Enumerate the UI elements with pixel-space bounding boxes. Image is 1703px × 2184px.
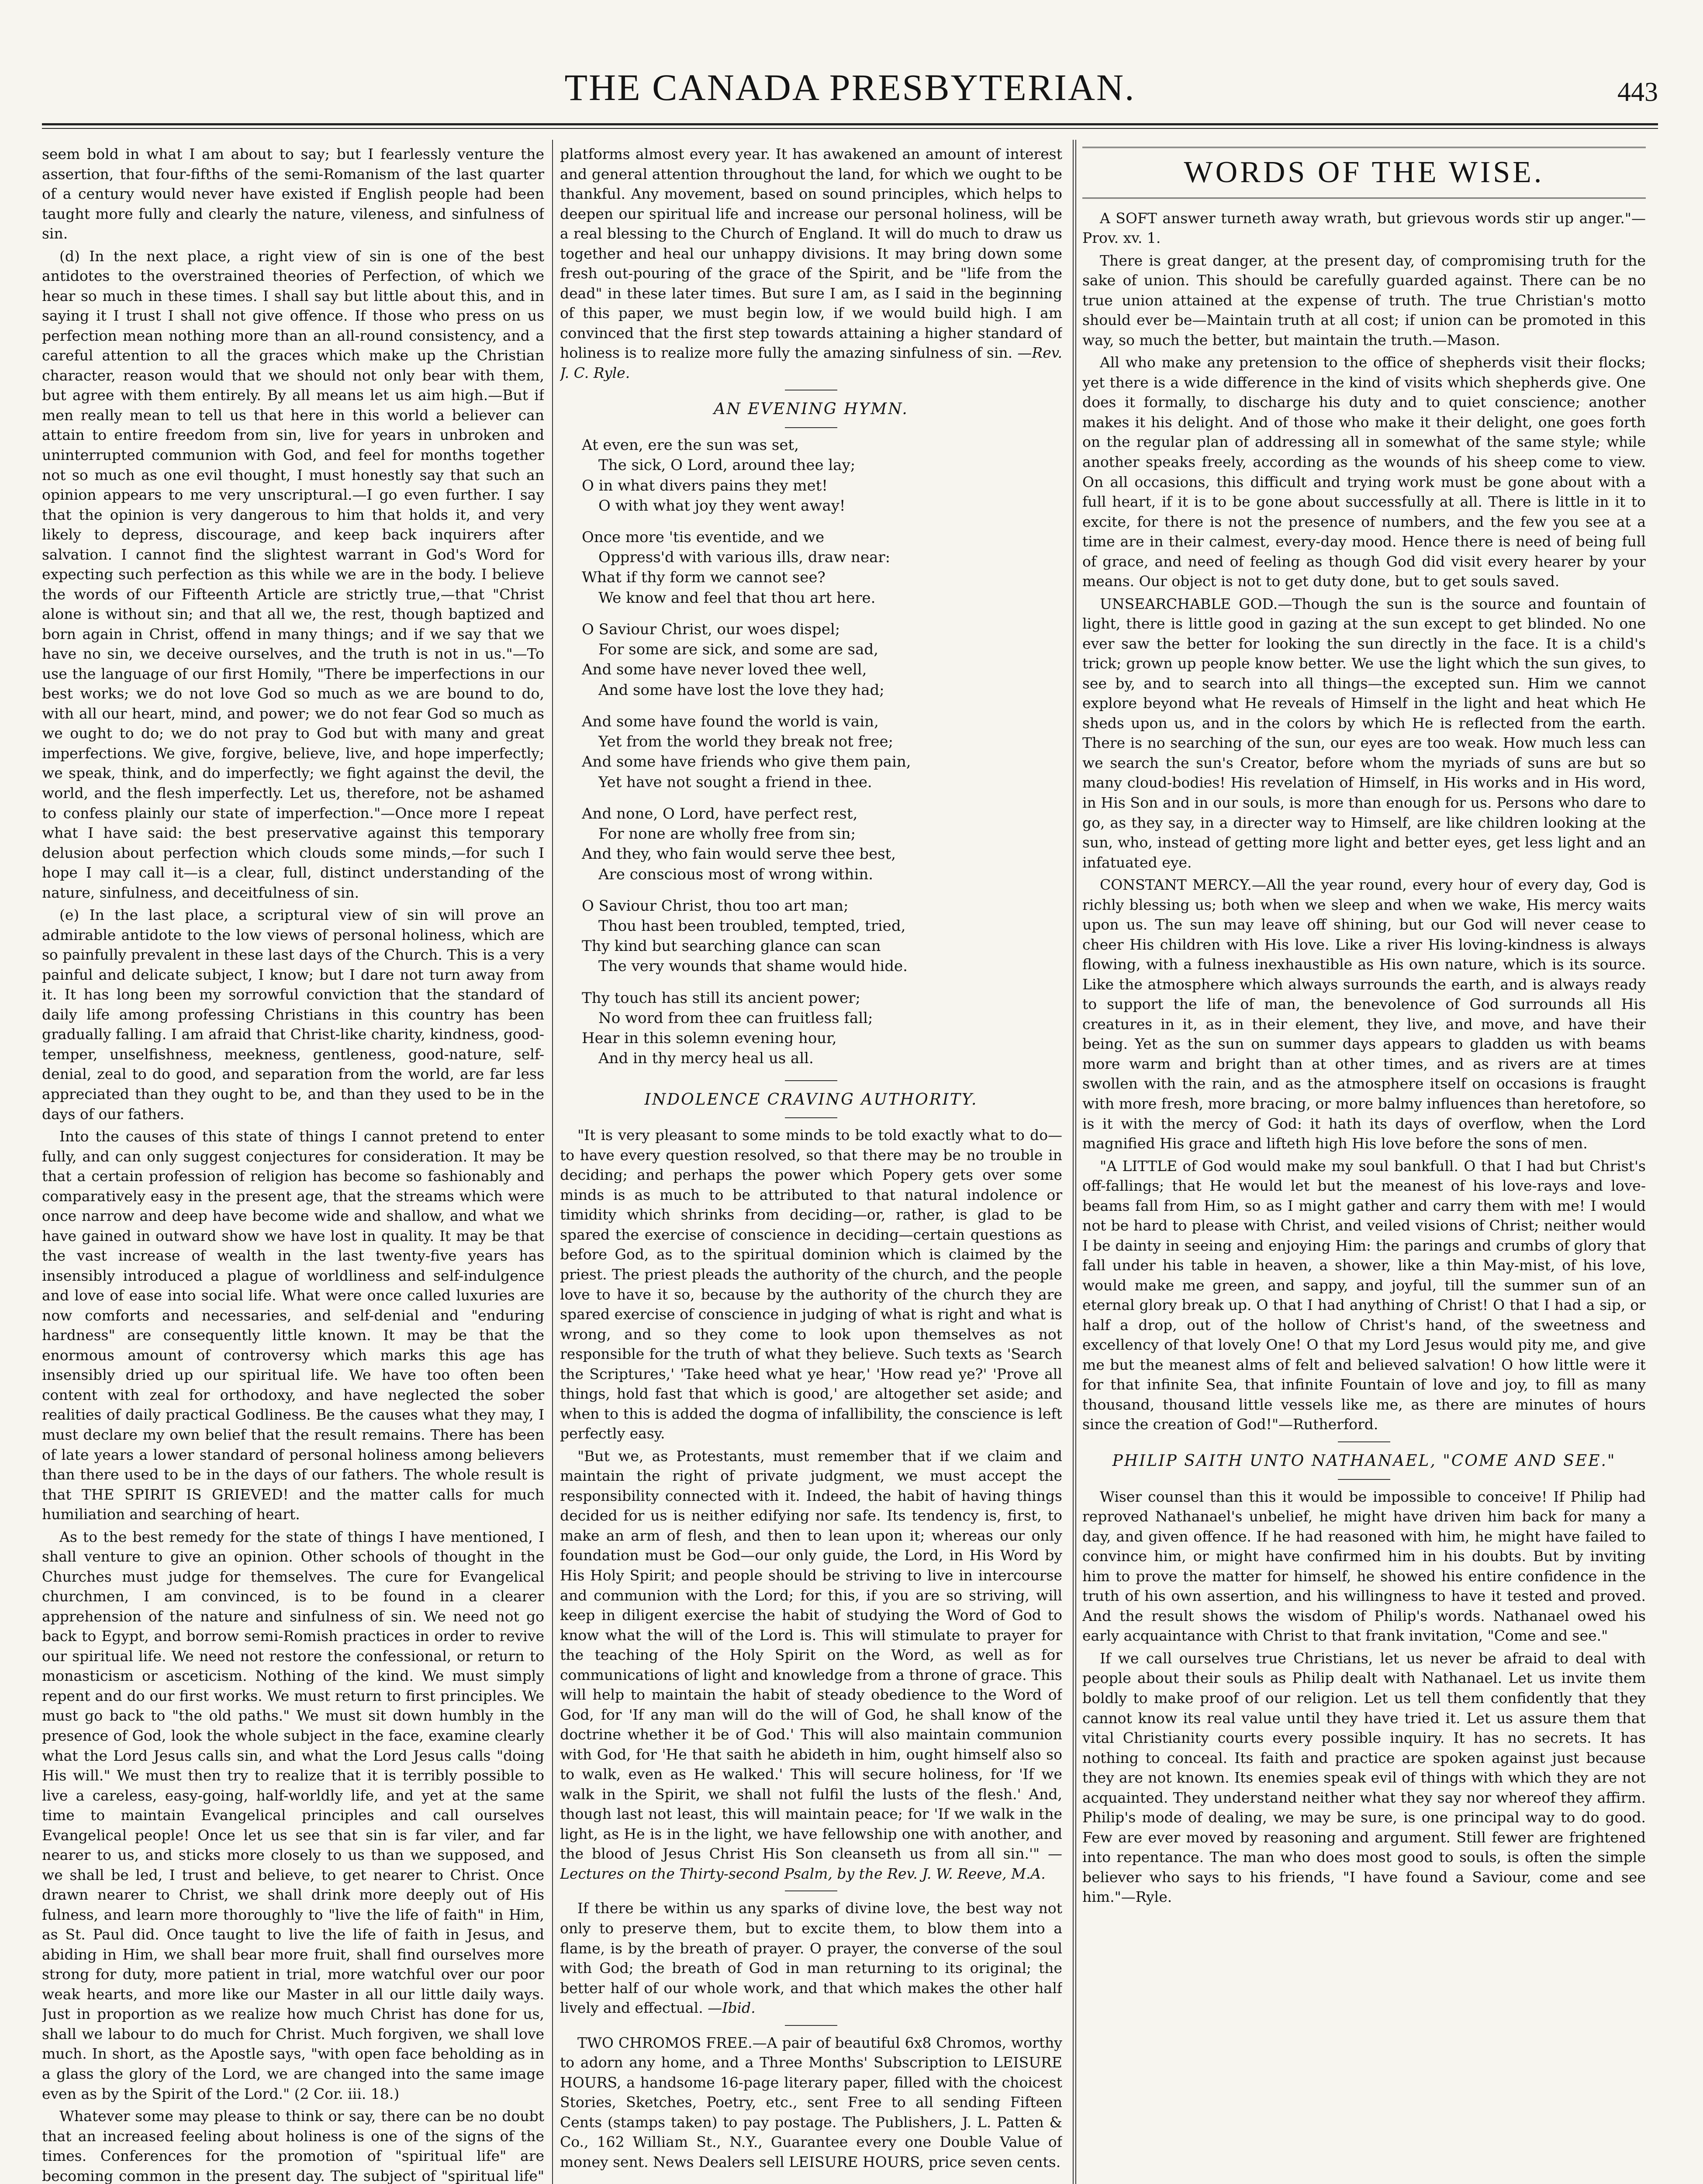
lead-text: platforms almost every year. It has awakened an amount of interest and general attention throughout the land, for which we ought to be thankful. Any movement, based on sound principles, which helps to deepen our spiritual life and increase our personal holiness, will be a real blessing to the Church of England. It will do much to draw us together and heal our unhappy divisions. It may bring down some fresh out-pouring of the grace of the Spirit, and be "life from the dead" in these later times. But sure I am, as I said in the beginning of this paper, we must begin low, if we would build high. I am convinced that the first step towards attaining a higher standard of holiness is to realize more fully the amazing sinfulness of sin. [560,145,1062,362]
article-paragraph: (e) In the last place, a scriptural view of sin will prove an admirable antidote to the low views of personal holiness, which are so painfully prevalent in these last days of the Church. This is a very painful and delicate subject, I know; but I dare not turn away from it. It has long been my sorrowful conviction that the standard of daily life among professing Christians in this country has been gradually falling. I am afraid that Christ-like charity, kindness, good-temper, unselfishness, meekness, gentleness, good-nature, self-denial, zeal to do good, and separation from the world, are far less appreciated than they ought to be, and than they used to be in the days of our fathers. [42,906,544,1123]
verse-line: O in what divers pains they met! [582,477,828,494]
article-paragraph: A SOFT answer turneth away wrath, but grievous words stir up anger."—Prov. xv. 1. [1082,209,1646,247]
verse-line: The sick, O Lord, around thee lay; [598,456,856,474]
section-rule [785,1890,837,1891]
stanza [582,988,1062,1069]
section-rule [785,2025,837,2026]
column-divider [1075,140,1076,2184]
verse-line: And some have never loved thee well, [582,661,867,679]
verse-line: And in thy mercy heal us all. [598,1050,814,1068]
verse-line: And some have found the world is vain, [582,712,879,730]
verse-line: Thou hast been troubled, tempted, tried, [598,917,906,935]
section-title: PHILIP SAITH UNTO NATHANAEL, "COME AND SEE." [1112,1452,1616,1470]
masthead [42,66,1658,118]
column-3 [1082,144,1646,2184]
stanza [582,896,1062,977]
section-rule [785,427,837,428]
article-paragraph: Wiser counsel than this it would be impossible to conceive! If Philip had reproved Nathanael's unbelief, he might have driven him back for many a day, and given offence. If he had reasoned with him, he might have failed to convince him, or might have confirmed him in his doubts. But by inviting him to prove the matter for himself, he showed his entire confidence in the truth of his own assertion, and his willingness to have it tested and proved. And the result shows the wisdom of Philip's words. Nathanael owed his early acquaintance with Christ to that frank invitation, "Come and see." [1082,1488,1646,1645]
section-rule [785,1117,837,1118]
column-divider [1073,140,1074,2184]
masthead-rule [42,123,1658,125]
article-paragraph: All who make any pretension to the office of shepherds visit their flocks; yet there is a wide difference in the kind of visits which shepherds give. One does it formally, to discharge his duty and to quiet conscience; another makes it his delight. And of those who make it their delight, one goes forth on the regular plan of addressing all in somewhat of the same style; while another speaks freely, according as the wounds of his sheep come to view. On all occasions, this difficult and trying work must be gone about with a full heart, if it is to be gone about successfully at all. There is little in it to excite, for there is not the presence of numbers, and the few you see at a time are in their calmest, every-day mood. Hence there is need of being full of grace, and need of feeling as though God did visit every hearer by your means. Our object is not to get duty done, but to get souls saved. [1082,354,1646,590]
article-paragraph: (d) In the next place, a right view of sin is one of the best antidotes to the overstrained theories of Perfection, of which we hear so much in these times. I shall say but little about this, and in saying it I trust I shall not give offence. If those who press on us perfection mean nothing more than an all-round consistency, and a careful attention to all the graces which make up the Christian character, reason would that we should not only bear with them, but agree with them entirely. By all means let us aim high.—But if men really mean to tell us that here in this world a believer can attain to entire freedom from sin, live for years in unbroken and uninterrupted communion with God, and feel for months together not so much as one evil thought, I must honestly say that such an opinion appears to me very unscriptural.—I go even further. I say that the opinion is very dangerous to him that holds it, and very likely to depress, discourage, and keep back inquirers after salvation. I cannot find the slightest warrant in God's Word for expecting such perfection as this while we are in the body. I believe the words of our Fifteenth Article are strictly true,—that "Christ alone is without sin; and that all we, the rest, though baptized and born again in Christ, offend in many things; and if we say that we have no sin, we deceive ourselves, and the truth is not in us."—To use the language of our first Homily, "There be imperfections in our best works; we do not love God so much as we are bound to do, with all our heart, mind, and power; we do not fear God so much as we ought to do; we do not pray to God but with many and great imperfections. We give, forgive, believe, live, and hope imperfectly; we speak, think, and do imperfectly; we fight against the devil, the world, and the flesh imperfectly. Let us, therefore, not be ashamed to confess plainly our state of imperfection."—Once more I repeat what I have said: the best preservative against this temporary delusion about perfection which clouds some minds,—for such I hope I may call it—is a clear, full, distinct understanding of the nature, sinfulness, and deceitfulness of sin. [42,247,544,901]
article-paragraph: UNSEARCHABLE GOD.—Though the sun is the source and fountain of light, there is little good in gazing at the sun except to get blinded. No one ever saw the better for looking the sun directly in the face. It is a child's trick; grown up people know better. We use the light which the sun gives, to see by, and to search into all things—the excepted sun. Him we cannot explore beyond what He reveals of Himself in the light and heat which He sheds upon us, and in the colors by which He is reflected from the earth. There is no searching of the sun, our eyes are too weak. How much less can we search the sun's Creator, before whom the myriads of suns are but so many cloud-bodies! His revelation of Himself, in His works and in His word, in His Son and in our souls, is more than enough for us. Persons who dare to go, as they say, in a directer way to Himself, are like children looking at the sun, who, instead of getting more light and better eyes, get less light and an infatuated eye. [1082,595,1646,871]
article-paragraph [560,1898,1062,2018]
verse-line: Oppress'd with various ills, draw near: [598,549,891,567]
article-paragraph: seem bold in what I am about to say; but I fearlessly venture the assertion, that four-fifths of the semi-Romanism of the last quarter of a century would never have existed if English people had been taught more fully and clearly the nature, vileness, and sinfulness of sin. [42,145,544,242]
section-rule [1338,1479,1390,1480]
verse-line: Thy kind but searching glance can scan [582,937,881,955]
article-paragraph: As to the best remedy for the state of things I have mentioned, I shall venture to give an opinion. Other schools of thought in the Churches must judge for themselves. The cure for Evangelical churchmen, I am convinced, is to be found in a clearer apprehension of the nature and sinfulness of sin. We need not go back to Egypt, and borrow semi-Romish practices in order to revive our spiritual life. We need not restore the confessional, or return to monasticism or asceticism. Nothing of the kind. We must simply repent and do our first works. We must return to first principles. We must go back to "the old paths." We must sit down humbly in the presence of God, look the whole subject in the face, examine clearly what the Lord Jesus calls sin, and what the Lord Jesus calls "doing His will." We must then try to realize that it is terribly possible to live a careless, easy-going, half-worldly life, and yet at the same time to maintain Evangelical principles and call ourselves Evangelical people! Once let us see that sin is far viler, and far nearer to us, and sticks more closely to us than we supposed, and we shall be led, I trust and believe, to get nearer to Christ. Once drawn nearer to Christ, we shall drink more deeply out of His fulness, and learn more thoroughly to "live the life of faith" in Him, as St. Paul did. Once taught to live the life of faith in Jesus, and abiding in Him, we shall bear more fruit, shall find ourselves more strong for duty, more patient in trial, more watchful over our poor weak hearts, and more like our Master in all our little daily ways. Just in proportion as we realize how much Christ has done for us, shall we labour to do much for Christ. Much forgiven, we shall love much. In short, as the Apostle says, "with open face beholding as in a glass the glory of the Lord, we are changed into the same image even as by the Spirit of the Lord." (2 Cor. iii. 18.) [42,1528,544,2102]
masthead-rule-thin [42,128,1658,129]
verse-line: And they, who fain would serve thee best, [582,845,896,863]
article-paragraph: There is great danger, at the present day, of compromising truth for the sake of union. This should be carefully guarded against. There can be no true union attained at the expense of truth. The true Christian's motto should ever be—Maintain truth at all cost; if union can be promoted in this way, so much the better, but maintain the truth.—Mason. [1082,252,1646,349]
verse-line: And some have friends who give them pain, [582,753,911,771]
verse-line: Yet from the world they break not free; [598,733,894,751]
stanza [582,619,1062,700]
stanza [582,435,1062,516]
column-1 [42,144,544,2184]
verse-line: Hear in this solemn evening hour, [582,1030,837,1047]
advertisement-paragraph: TWO CHROMOS FREE.—A pair of beautiful 6x8 Chromos, worthy to adorn any home, and a Three Months' Subscription to LEISURE HOURS, a handsome 16-page literary paper, filled with the choicest Stories, Sketches, Poetry, etc., sent Free to all sending Fifteen Cents (stamps taken) to pay postage. The Publishers, J. L. Patten & Co., 162 William St., N.Y., Guarantee every one Double Value of money sent. News Dealers sell LEISURE HOURS, price seven cents. [560,2034,1062,2170]
verse-line: Thy touch has still its ancient power; [582,989,860,1007]
page-number: 443 [1617,77,1658,107]
verse-line: The very wounds that shame would hide. [598,957,908,975]
attribution: —Lectures on the Thirty-second Psalm, by the Rev. J. W. Reeve, M.A. [560,1845,1062,1882]
article-paragraph: CONSTANT MERCY.—All the year round, every hour of every day, God is richly blessing us; both when we sleep and when we wake, His mercy waits upon us. The sun may leave off shining, but our God will never cease to cheer His children with His love. Like a river His loving-kindness is always flowing, with a fulness inexhaustible as His own nature, which is its source. Like the atmosphere which always surrounds the earth, and is always ready to support the life of man, the benevolence of God surrounds all His creatures in it, as in their element, they live, and move, and have their being. Yet as the sun on summer days appears to gladden us with beams more warm and bright than at other times, and as rivers are at times swollen with the rain, and as the atmosphere itself on occasions is fraught with more fresh, more bracing, or more balmy influences than heretofore, so is it with the mercy of God: it hath its days of overflow, when the Lord magnified His grace and lifteth high His love before the sons of men. [1082,876,1646,1152]
section-title: AN EVENING HYMN. [714,400,908,418]
verse-line: No word from thee can fruitless fall; [598,1009,873,1027]
article-paragraph: Into the causes of this state of things I cannot pretend to enter fully, and can only suggest conjectures for consideration. It may be that a certain profession of religion has become so fashionably and comparatively easy in the present age, that the streams which were once narrow and deep have become wide and shallow, and what we have gained in outward show we have lost in quality. It may be that the vast increase of wealth in the last twenty-five years has insensibly introduced a plague of worldliness and self-indulgence and love of ease into social life. What were once called luxuries are now comforts and necessaries, and self-denial and "enduring hardness" are consequently little known. It may be that the enormous amount of controversy which marks this age has insensibly dried up our spiritual life. We have too often been content with zeal for orthodoxy, and have neglected the sober realities of daily practical Godliness. Be the causes what they may, I must declare my own belief that the result remains. There has been of late years a lower standard of personal holiness among believers than there used to be in the days of our fathers. The whole result is that THE SPIRIT IS GRIEVED! and the matter calls for much humiliation and searching of heart. [42,1128,544,1523]
section-title: INDOLENCE CRAVING AUTHORITY. [644,1090,978,1109]
verse-line: For some are sick, and some are sad, [598,641,878,659]
section-rule [1338,1441,1390,1442]
verse-line: O Saviour Christ, our woes dispel; [582,620,840,638]
paragraph-text: If there be within us any sparks of divine love, the best way not only to preserve them, but to excite them, to blow them into a flame, is by the breath of prayer. O prayer, the converse of the soul with God; the breath of God in man returning to its original; the better half of our whole work, and that which makes the other half lively and effectual. [560,1900,1062,2017]
article-paragraph: "It is very pleasant to some minds to be told exactly what to do—to have every question resolved, so that there may be no trouble in deciding; and perhaps the power which Popery gets over some minds is as much to be attributed to that natural indolence or timidity which shrinks from deciding—or, rather, is glad to be spared the exercise of conscience in deciding—certain questions as before God, as to the spiritual dominion which is claimed by the priest. The priest pleads the authority of the church, and the people love to have it so, because by the authority of the church they are spared exercise of conscience in judging of what is right and what is wrong, and so they come to look upon themselves as not responsible for the truth of what they believe. Such texts as 'Search the Scriptures,' 'Take heed what ye hear,' 'How read ye?' 'Prove all things, hold fast that which is good,' are altogether set aside; and when to this is added the dogma of infallibility, the conscience is left perfectly easy. [560,1127,1062,1442]
verse-line: We know and feel that thou art here. [598,589,876,607]
verse-line: And some have lost the love they had; [598,681,884,699]
article-paragraph [560,144,1062,383]
verse-line: Are conscious most of wrong within. [598,865,874,883]
paragraph-text: "But we, as Protestants, must remember that if we claim and maintain the right of private judgment, we must accept the responsibility connected with it. Indeed, the habit of having things decided for us is neither edifying nor safe. Its tendency is, first, to make an arm of flesh, and then to lean upon it; whereas our only foundation must be God—our only guide, the Lord, in His Word by His Holy Spirit; and people should be striving to live in intercourse and communion with the Lord; for this, if you are so striving, will keep in diligent exercise the habit of studying the Word of God to know what the will of the Lord is. This will stimulate to prayer for the teaching of the Holy Spirit on the Word, as well as for communications of light and knowledge from a throne of grace. This will help to maintain the habit of steady obedience to the Word of God, for 'If any man will do the will of God, he shall know of the doctrine whether it be of God.' This will also maintain communion with God, for 'He that saith he abideth in him, ought himself also so to walk, even as He walked.' This will secure holiness, for 'If we walk in the Spirit, we shall not fulfil the lusts of the flesh.' And, though last not least, this will maintain peace; for 'If we walk in the light, as He is in the light, we have fellowship one with another, and the blood of Jesus Christ His Son cleanseth us from all sin.'" [560,1447,1062,1863]
verse-line: Once more 'tis eventide, and we [582,528,825,546]
verse-line: O Saviour Christ, thou too art man; [582,897,849,915]
verse-line: For none are wholly free from sin; [598,825,856,843]
verse-line: And none, O Lord, have perfect rest, [582,805,858,822]
stanza [582,804,1062,885]
attribution: —Rev. J. C. Ryle. [560,344,1062,381]
verse-line: At even, ere the sun was set, [582,436,799,454]
section-rule [785,1080,837,1081]
article-paragraph: If we call ourselves true Christians, let us never be afraid to deal with people about their souls as Philip dealt with Nathanael. Let us invite them boldly to make proof of our religion. Let us tell them confidently that they cannot know its real value until they have tried it. Let us assure them that vital Christianity courts every possible inquiry. It has no secrets. It has nothing to conceal. Its faith and practice are spoken against just because they are not known. Its enemies speak evil of things with which they are not acquainted. They understand neither what they say nor whereof they affirm. Philip's mode of dealing, we may be sure, is one principal way to do good. Few are ever moved by reasoning and argument. Still fewer are frightened into repentance. The man who does most good to souls, is often the simple believer who says to his friends, "I have found a Saviour, come and see him."—Ryle. [1082,1649,1646,1906]
attribution: —Ibid. [708,1999,756,2017]
words-of-the-wise-header: WORDS OF THE WISE. [1082,147,1646,199]
article-paragraph: Whatever some may please to think or say, there can be no doubt that an increased feeling about holiness is one of the signs of the times. Conferences for the promotion of "spiritual life" are becoming common in the present day. The subject of "spiritual life" [42,2108,544,2184]
article-paragraph: "A LITTLE of God would make my soul bankfull. O that I had but Christ's off-fallings; that He would let but the meanest of his love-rays and love-beams fall from Him, so as I might gather and carry them with me! I would not be hard to please with Christ, and veiled visions of Christ; neither would I be dainty in seeing and enjoying Him: the parings and crumbs of glory that fall under his table in heaven, a shower, like a thin May-mist, of his love, would make me green, and sappy, and joyful, till the summer sun of an eternal glory break up. O that I had anything of Christ! O that I had a sip, or half a drop, out of the hollow of Christ's hand, of the sweetness and excellency of that lovely One! O that my Lord Jesus would pity me, and give me but the meanest alms of felt and believed salvation! O how little were it for that infinite Sea, that infinite Fountain of love and joy, to fill as many thousand, thousand little vessels like me, as there are minutes of hours since the creation of God!"—Rutherford. [1082,1157,1646,1433]
verse-line: O with what joy they went away! [598,497,846,515]
column-2 [560,144,1062,2184]
hymn [582,435,1062,1069]
stanza [582,527,1062,608]
column-divider [552,140,553,2184]
article-paragraph [560,1446,1062,1884]
stanza [582,712,1062,792]
verse-line: What if thy form we cannot see? [582,569,826,587]
newspaper-title: THE CANADA PRESBYTERIAN. [564,66,1136,108]
verse-line: Yet have not sought a friend in thee. [598,773,872,791]
